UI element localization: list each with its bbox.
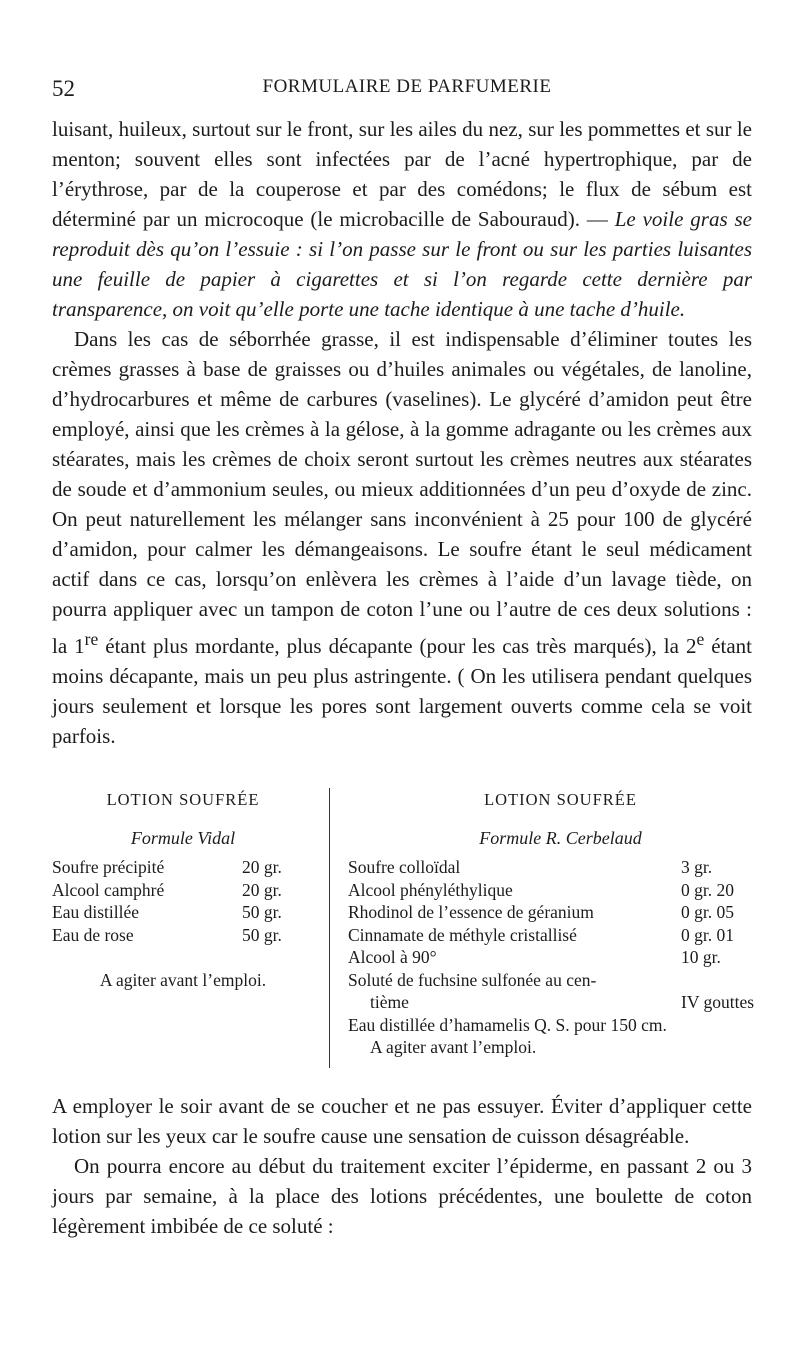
ingredient-name: Eau de rose	[52, 924, 134, 945]
ingredient-qty: 50 gr.	[242, 902, 282, 922]
paragraph-epiderme: On pourra encore au début du traitement exciter l’épiderme, en passant 2 ou 3 jours par semaine, à la place des lotions précédentes, une boulette de coton légèrement imbibée de ce soluté :	[52, 1154, 752, 1238]
ingredient-name: Alcool camphré	[52, 879, 165, 900]
fuchsine-continuation: tième	[370, 992, 409, 1012]
ordinal-first-suffix: re	[84, 629, 99, 649]
ingredient-name: Eau distillée	[52, 902, 139, 922]
eau-hamamelis-line: Eau distillée d’hamamelis Q. S. pour 150 cm.	[348, 1014, 667, 1035]
ingredient-row	[52, 856, 314, 879]
ingredient-name: Alcool à 90°	[348, 947, 437, 967]
ingredient-row	[348, 879, 773, 902]
fuchsine-qty: IV gouttes	[681, 992, 755, 1012]
fuchsine-continuation-row	[348, 991, 773, 1014]
ingredient-name: Soufre colloïdal	[348, 857, 461, 877]
paragraph-usage: A employer le soir avant de se coucher et ne pas essuyer. Éviter d’appliquer cette lotion sur les yeux car le soufre cause une sensation de cuisson désagréable.	[52, 1094, 752, 1148]
ordinal-first-number: 1	[74, 634, 85, 658]
formula-cerbelaud-note: A agiter avant l’emploi.	[370, 1037, 537, 1057]
formula-cerbelaud-ingredients	[348, 856, 773, 1059]
formulas-section	[52, 788, 772, 1080]
formula-cerbelaud-subtitle: Formule R. Cerbelaud	[479, 828, 642, 848]
top-text-block	[52, 114, 752, 751]
paragraph-seborrhee-part3: étant moins décapante, mais un peu plus astringente. ( On les utilisera pendant quelques jours seulement et lorsque les pores sont largement ouverts comme cela se voit parfois.	[52, 634, 753, 748]
paragraph-acne-italic: Le voile gras se reproduit dès qu’on l’essuie : si l’on passe sur le front ou sur les parties luisantes une feuille de papier à cigarettes et si l’on regarde cette dernière par transparence, on voit qu’elle porte une tache identique à une tache d’huile.	[52, 207, 753, 321]
ingredient-name: Cinnamate de méthyle cristallisé	[348, 924, 577, 945]
paragraph-seborrhee-part2: étant plus mordante, plus décapante (pour les cas très marqués), la	[98, 634, 686, 658]
ingredient-qty: 20 gr.	[242, 879, 282, 900]
ingredient-qty: 50 gr.	[242, 924, 282, 945]
paragraph-seborrhee-part1: Dans les cas de séborrhée grasse, il est indispensable d’éliminer toutes les crèmes grasses à base de graisses ou d’huiles animales ou végétales, de lanoline, d’hydrocarbures et même de carbures (vaselines). Le glycéré d’amidon peut être employé, ainsi que les crèmes à la gélose, à la gomme adragante ou les crèmes aux stéarates, mais les crèmes de choix seront surtout les crèmes neutres aux stéarates de soude et d’ammonium seules, ou mieux additionnées d’un peu d’oxyde de zinc. On peut naturellement les mélanger sans inconvénient à 25 pour 100 de glycéré d’amidon, pour calmer les démangeaisons. Le soufre étant le seul médicament actif dans ce cas, lorsqu’on enlèvera les crèmes à l’aide d’un lavage tiède, on pourra appliquer avec un tampon de coton l’une ou l’autre de ces deux solutions : la	[52, 327, 752, 658]
paragraph-acne-text: luisant, huileux, surtout sur le front, sur les ailes du nez, sur les pommettes et sur le menton; souvent elles sont infectées par de l’acné hypertrophique, par de l’érythrose, par de la couperose et par des comédons; le flux de sébum est déterminé par un microcoque (le microbacille de Sabouraud). —	[52, 117, 752, 231]
ingredient-row	[348, 924, 773, 947]
formula-vidal-title: LOTION SOUFRÉE	[106, 790, 260, 809]
bottom-text-block	[52, 1091, 752, 1241]
page-header	[52, 76, 752, 106]
ingredient-name: Alcool phényléthylique	[348, 879, 513, 900]
formula-vidal-note: A agiter avant l’emploi.	[99, 970, 267, 990]
formula-vidal-subtitle: Formule Vidal	[130, 828, 236, 848]
ingredient-row	[348, 856, 773, 879]
ingredient-qty: 0 gr. 05	[681, 902, 734, 922]
column-divider	[329, 788, 330, 1068]
ingredient-name: Rhodinol de l’essence de géranium	[348, 902, 594, 922]
ingredient-row	[52, 879, 314, 902]
ordinal-second-suffix: e	[696, 629, 705, 649]
ingredient-row	[348, 901, 773, 924]
ingredient-row	[348, 946, 773, 969]
formula-vidal	[52, 788, 314, 992]
formula-cerbelaud-title: LOTION SOUFRÉE	[484, 790, 637, 809]
paragraph-seborrhee	[52, 324, 752, 751]
fuchsine-line: Soluté de fuchsine sulfonée au cen-	[348, 969, 597, 990]
ingredient-qty: 0 gr. 20	[681, 879, 734, 900]
paragraph-acne	[52, 114, 752, 324]
formula-cerbelaud	[348, 788, 773, 1059]
ingredient-qty: 0 gr. 01	[681, 924, 734, 945]
ingredient-row	[52, 924, 314, 947]
ingredient-qty: 3 gr.	[681, 857, 713, 877]
running-title: FORMULAIRE DE PARFUMERIE	[262, 76, 552, 97]
ingredient-qty: 10 gr.	[681, 947, 721, 967]
page-number: 52	[52, 76, 75, 101]
ingredient-name: Soufre précipité	[52, 857, 165, 877]
ingredient-qty: 20 gr.	[242, 857, 282, 877]
formula-vidal-ingredients	[52, 856, 314, 946]
ingredient-row	[52, 901, 314, 924]
ordinal-second-number: 2	[685, 634, 697, 658]
